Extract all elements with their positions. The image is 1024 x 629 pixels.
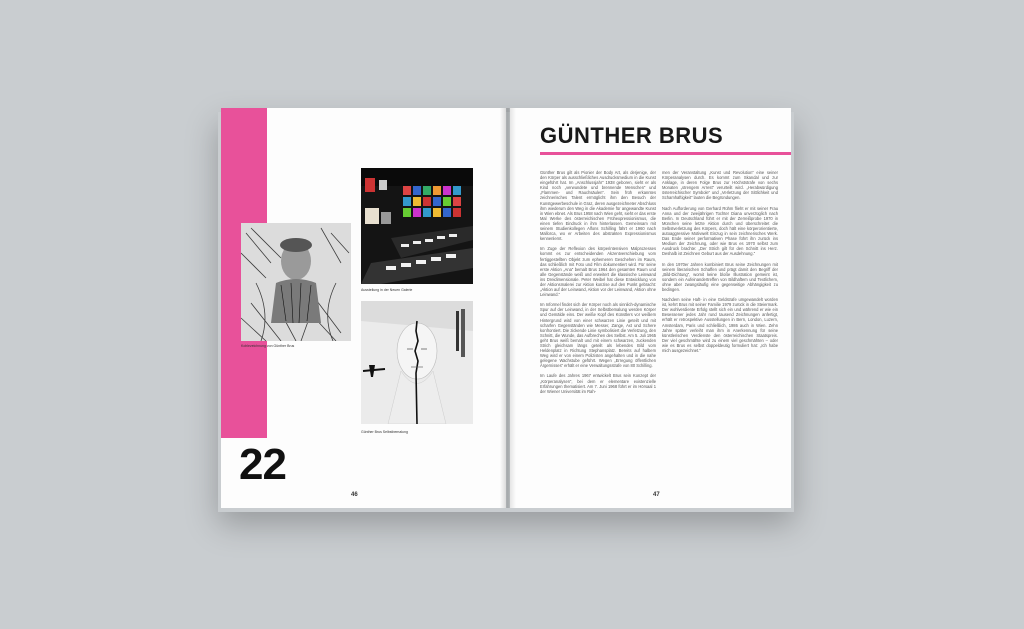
gallery-photo-image — [361, 168, 473, 284]
paragraph: Im Zuge der Reflexion des körperintensiven Malprozesses kommt es zur entscheidenden Akzentverschiebung vom fertiggestellten Objekt zum ephemeren Geschehen im Raum, das schließlich mit Foto und Film dokumentiert wird. Für seine erste Aktion „Ana“ bemalt Brus 1964 den gesamten Raum und alle Gegenstände weiß und erweitert die klassische Leinwand ins Dreidimensionale. Peter Weibel hat diese Entwicklung von der Aktionsmalerei zur Aktion konzise auf den Punkt gebracht: „Aktion auf der Leinwand, Aktion vor der Leinwand, Aktion ohne Leinwand.“ — [540, 246, 656, 298]
left-page — [221, 108, 506, 508]
spine-gutter — [500, 108, 516, 508]
right-page — [510, 108, 791, 508]
paragraph: Nachdem seine Haft- in eine Geldstrafe umgewandelt worden ist, kehrt Brus mit seiner Familie 1979 zurück in die Steiermark. Der wohlverdiente Erfolg stellt sich ein und während er wie ein Besessener jedes Jahr rund tausend Zeichnungen anfertigt, erhält er retrospektive Ausstellungen in Bern, London, Luzern, Amsterdam, Paris und schließlich, 1986 auch in Wien. Zehn Jahre später verleiht man ihm in Anerkennung für seine künstlerischen Verdienste den österreichischen Staatspreis. Der viel geschmähte wird zu einem viel geschmähten – oder wie es Brus es selbst doppeldeutig formuliert hat: „Ich habe mich ausgezeichnet.“ — [662, 297, 778, 353]
gallery-caption: Ausstellung in der Neuen Galerie — [361, 288, 413, 292]
portrait-drawing-image — [241, 223, 351, 341]
paragraph: men der Veranstaltung „Kunst und Revolution“ eine seiner Körperanalysen durch. Es kommt zum Skandal und zur Anklage, in deren Folge Brus zur Höchststrafe von sechs Monaten „strengem Arrest“ verurteilt wird. „Herabwürdigung österreichischer Symbole“ und „Verletzung der Sittlichkeit und Schamhaftigkeit“ lauten die Begründungen. — [662, 170, 778, 201]
title-rule — [540, 152, 791, 155]
paragraph: In den 1970er Jahren kombiniert Brus seine Zeichnungen mit seinem literarischen Schaffen und prägt damit den Begriff der „Bild-Dichtung“, womit keine bloße Illustration gemeint ist, sondern ein Aufeinandertreffen von Bildhaftem und Textlichem, ohne aber zwangsläufig eine gegenseitige Abhängigkeit zu bedingen. — [662, 261, 778, 292]
self-painting-photo-image — [361, 301, 473, 424]
self-painting-caption: Günther Brus Selbstbemalung — [361, 430, 408, 434]
paragraph: Nach Aufforderung von Gerhard Rühm flieht er mit seiner Frau Anna und der zweijährigen Tochter Diana unverzüglich nach Berlin. In Deutschland führt er mit der Zerreißprobe 1970 in München seine letzte Aktion durch und überschreitet die Selbstverletzung des Körpers, doch hält eine körperorientierte, autoaggressive Motivwelt Einzug in sein zeichnerisches Werk. Das Ende seiner performativen Phase führt ihn zurück ins Medium der Zeichnung, oder wie Brus es 1970 selbst zum Ausdruck brachte: „Der Strich gilt für den Schnitt ins Herz. Deshalb ist Zeichnen Geburt aus der Ausdehnung.“ — [662, 205, 778, 257]
page-title: GÜNTHER BRUS — [540, 123, 724, 148]
text-column-1 — [540, 170, 656, 399]
text-column-2 — [662, 170, 778, 358]
portrait-caption: Kohlezeichnung von Günther Brus — [241, 344, 295, 348]
paragraph: Günther Brus gilt als Pionier der Body Art, als derjenige, der den Körper als ausschließliches Ausdrucksmedium in die Kunst eingeführt hat. Im „Anschlussjahr“ 1938 geboren, sieht er als Kind noch „verwundete und brennende Menschen“ und „Flammen- und Rauchsäulen“. Sein früh erkanntes zeichnerisches Talent ermöglicht ihm den Besuch der Kunstgewerbeschule in Graz, deren ausgezeichneter Abschluss ihm wiederum den Weg in die Akademie für angewandte Kunst in Wien ebnet. Als Brus 1958 nach Wien geht, sieht er das erste Mal Werke des österreichischen Frühexpressionismus, die einen tiefen Eindruck in ihm hinterlassen. Gemeinsam mit seinem Studienkollegen Alfons Schilling fährt er 1960 nach Mallorca, wo er Arbeiten des abstrakten Expressionismus kennenlernt. — [540, 170, 656, 242]
paragraph: Im Informel findet sich der Körper noch als sinnlich-dynamische Spur auf der Leinwand, in der Selbstbemalung werden Körper und Gemälde eins. Der weiße Kopf des Künstlers vor weißem Hintergrund wird von einer schwarzen Linie geteilt und mit scharfen Gegenständen wie Messer, Zange, Axt und Schere konfrontiert. Die zickende Linie symbolisiert die Verletzung, den Schnitt, die Wunde, das Aufbrechen des Selbst. Am 5. Juli 1965 geht Brus weiß bemalt und mit einem schwarzen, zuckenden Strich gleichsam längs geteilt als lebendes Bild vom Heldenplatz in Richtung Stephansplatz. Bereits auf halbem Weg wird er von einem Polizisten angehalten und in die nahe gelegene Wachstube geführt. Wegen „Erregung öffentlichen Ärgernisses“ erhält er eine Verwaltungsstrafe von 80 Schilling. — [540, 302, 656, 369]
chapter-number: 22 — [239, 440, 286, 489]
page-number-right: 47 — [653, 492, 660, 498]
paragraph: Im Laufe des Jahres 1967 entwickelt Brus sein Konzept der „Körperanalysen“, bei dem er elementare existenzielle Erfahrungen thematisiert. Am 7. Juni 1968 führt er im Hörsaal 1 der Wiener Universität im Rah- — [540, 373, 656, 394]
page-number-left: 46 — [351, 492, 358, 498]
